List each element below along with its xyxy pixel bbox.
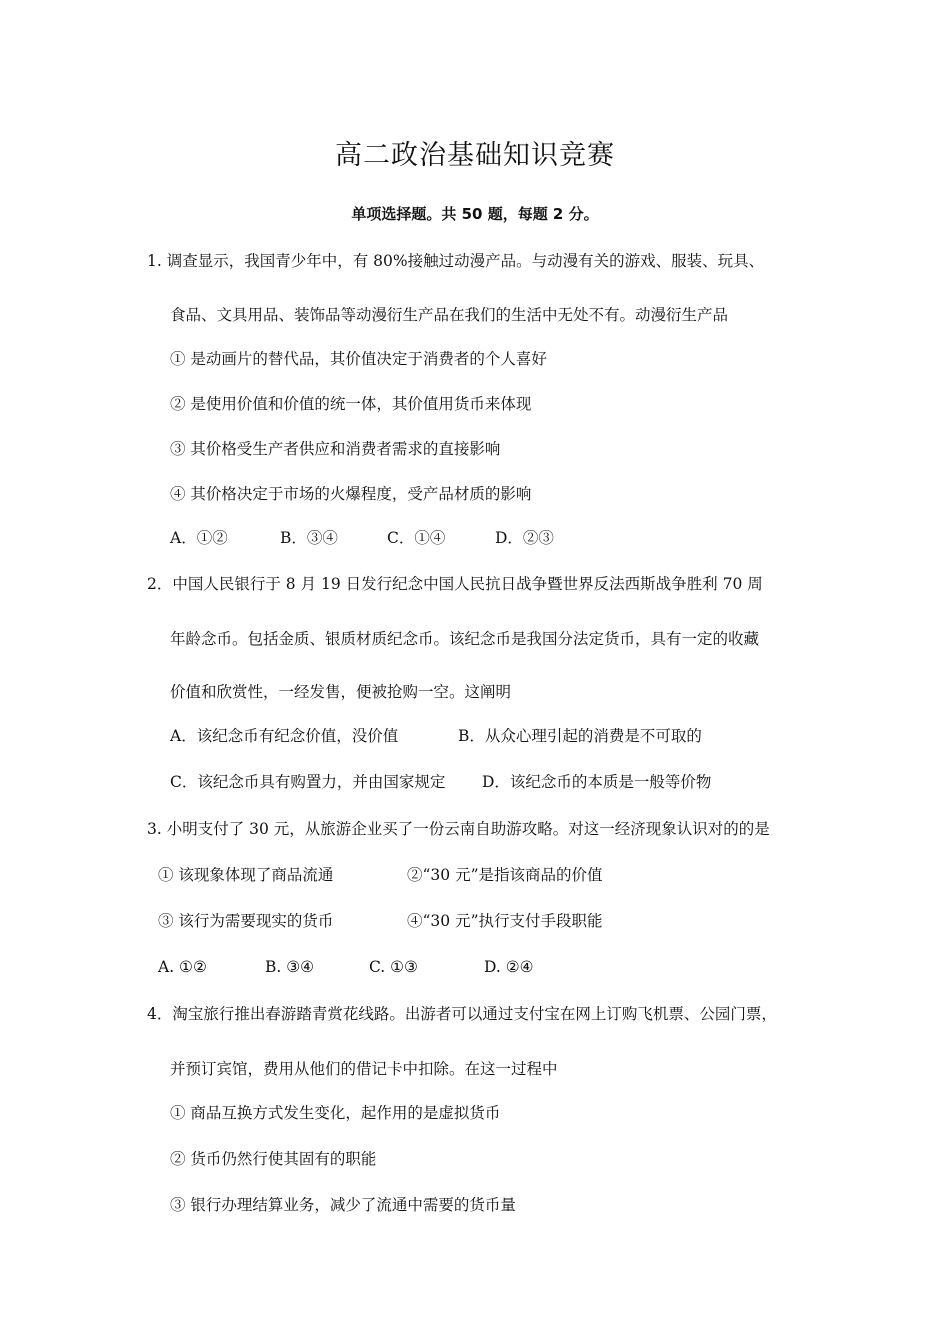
q2-stem-line-1: 2．中国人民银行于 8 月 19 日发行纪念中国人民抗日战争暨世界反法西斯战争胜利 70 周 — [147, 575, 763, 593]
q3-choice-b: B. ③④ — [265, 958, 315, 976]
q2-choices-row-2 — [170, 771, 711, 793]
q3-statement-3: ③ 该行为需要现实的货币 — [158, 912, 334, 930]
q1-statement-1: ① 是动画片的替代品，其价值决定于消费者的个人喜好 — [170, 350, 547, 368]
q4-statement-3: ③ 银行办理结算业务，减少了流通中需要的货币量 — [170, 1196, 516, 1214]
q2-stem-line-3: 价值和欣赏性，一经发售，便被抢购一空。这阐明 — [170, 683, 512, 701]
page-title: 高二政治基础知识竞赛 — [335, 140, 615, 171]
q3-statement-2: ②“30 元”是指该商品的价值 — [407, 866, 603, 884]
q3-choices — [158, 956, 534, 978]
q1-choice-c: C．①④ — [387, 529, 446, 547]
q4-stem-line-2: 并预订宾馆，费用从他们的借记卡中扣除。在这一过程中 — [170, 1060, 558, 1078]
q1-statement-2: ② 是使用价值和价值的统一体，其价值用货币来体现 — [170, 395, 532, 413]
q1-statement-3: ③ 其价格受生产者供应和消费者需求的直接影响 — [170, 440, 501, 458]
q1-stem-line-2: 食品、文具用品、装饰品等动漫衍生产品在我们的生活中无处不有。动漫衍生产品 — [170, 306, 729, 324]
q2-choices-row-1 — [170, 725, 702, 747]
q2-choice-d: D．该纪念币的本质是一般等价物 — [482, 773, 712, 791]
section-heading: 单项选择题。共 50 题，每题 2 分。 — [351, 205, 599, 223]
q1-choice-d: D．②③ — [495, 529, 554, 547]
q3-statement-4: ④“30 元”执行支付手段职能 — [407, 912, 603, 930]
q1-statement-4: ④ 其价格决定于市场的火爆程度，受产品材质的影响 — [170, 485, 532, 503]
q4-statement-1: ① 商品互换方式发生变化，起作用的是虚拟货币 — [170, 1104, 501, 1122]
q1-choices — [170, 527, 554, 549]
q1-stem-line-1: 1. 调查显示，我国青少年中，有 80%接触过动漫产品。与动漫有关的游戏、服装、玩具、 — [147, 252, 765, 270]
q3-choice-a: A. ①② — [158, 958, 207, 976]
q3-stem-line-1: 3. 小明支付了 30 元，从旅游企业买了一份云南自助游攻略。对这一经济现象认识对的的是 — [147, 820, 770, 838]
q2-choice-a: A．该纪念币有纪念价值，没价值 — [170, 727, 399, 745]
q3-choice-d: D. ②④ — [484, 958, 534, 976]
q2-choice-b: B．从众心理引起的消费是不可取的 — [458, 727, 702, 745]
q3-statement-1: ① 该现象体现了商品流通 — [158, 866, 334, 884]
q1-choice-b: B．③④ — [280, 529, 338, 547]
q3-choice-c: C. ①③ — [369, 958, 418, 976]
q4-statement-2: ② 货币仍然行使其固有的职能 — [170, 1150, 377, 1168]
q4-stem-line-1: 4．淘宝旅行推出春游踏青赏花线路。出游者可以通过支付宝在网上订购飞机票、公园门票， — [147, 1005, 777, 1023]
q1-choice-a: A．①② — [170, 529, 228, 547]
q2-choice-c: C．该纪念币具有购置力，并由国家规定 — [170, 773, 446, 791]
q3-statements-row-1 — [158, 864, 603, 886]
q2-stem-line-2: 年龄念币。包括金质、银质材质纪念币。该纪念币是我国分法定货币，具有一定的收藏 — [170, 630, 760, 648]
q3-statements-row-2 — [158, 910, 603, 932]
